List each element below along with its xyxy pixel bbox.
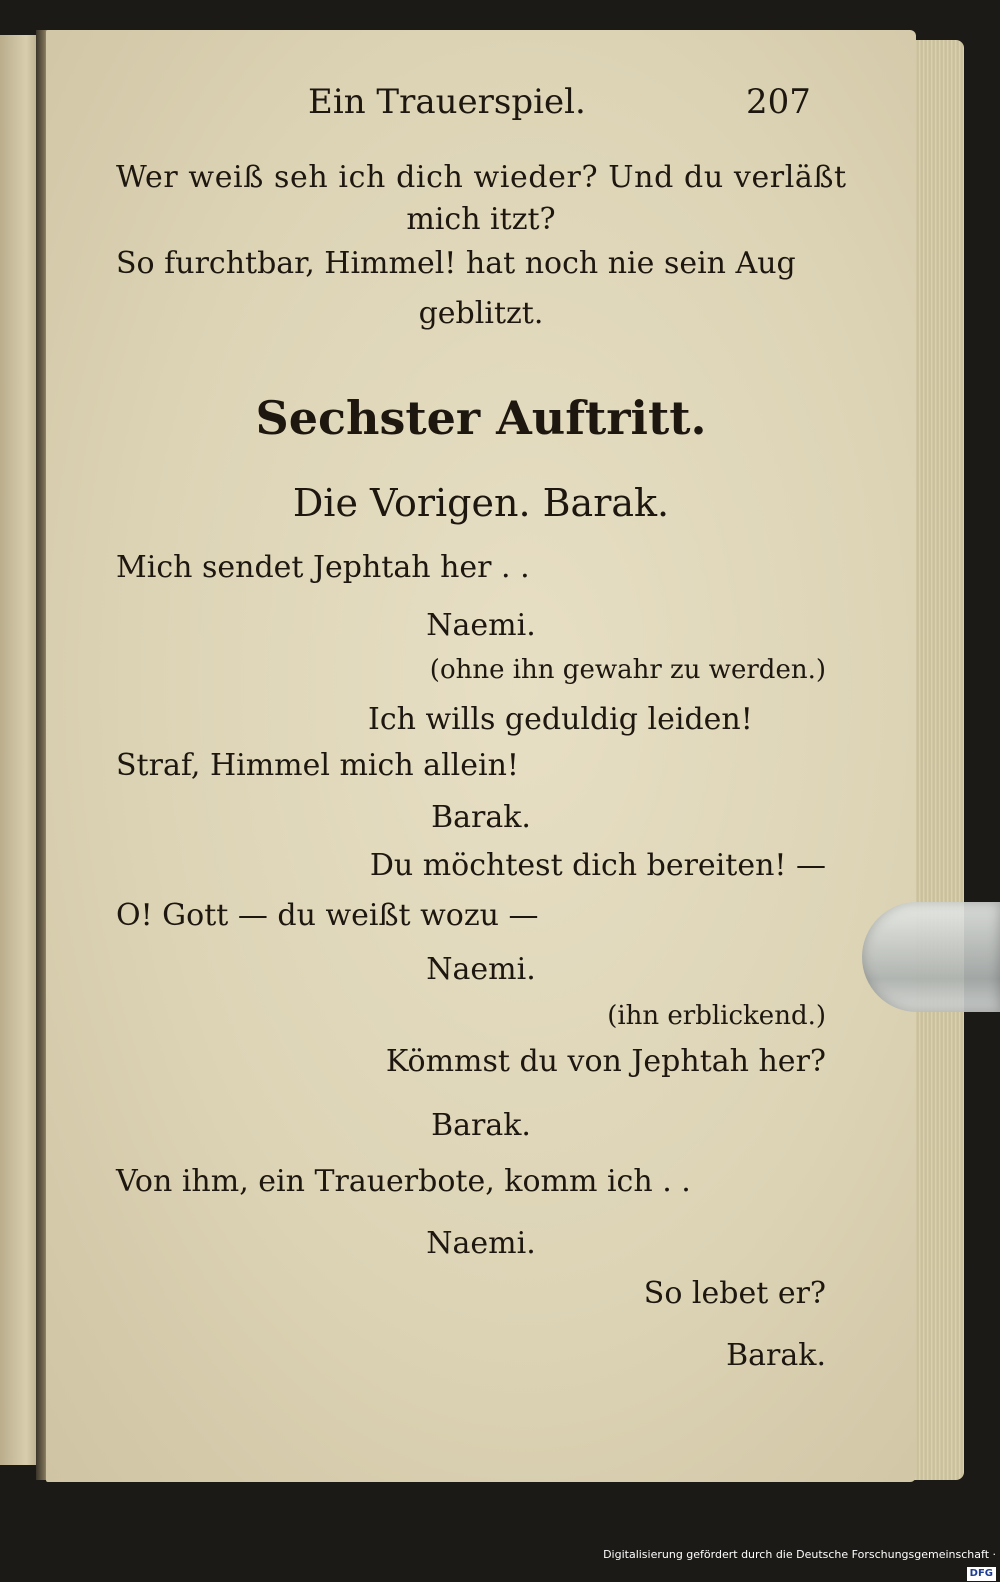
catchword: Barak. (726, 1338, 826, 1373)
speaker-name: Naemi. (426, 608, 536, 643)
speaker-name: Naemi. (426, 1226, 536, 1261)
page-edges (912, 40, 964, 1480)
stage-direction: (ohne ihn gewahr zu werden.) (429, 655, 826, 685)
credit-text: Digitalisierung gefördert durch die Deutsche Forschungsgemeinschaft · (603, 1548, 996, 1561)
speaker-name: Barak. (431, 800, 531, 835)
dfg-logo: DFG (967, 1567, 996, 1581)
verse-line: mich itzt? (406, 202, 556, 237)
verse-line: Mich sendet Jephtah her . . (116, 550, 530, 585)
stage-direction: (ihn erblickend.) (607, 1001, 826, 1031)
speaker-name: Naemi. (426, 952, 536, 987)
verse-line: O! Gott — du weißt wozu — (116, 898, 539, 933)
verse-line: Wer weiß seh ich dich wieder? Und du verläßt (116, 160, 847, 195)
verse-line: So lebet er? (643, 1276, 826, 1311)
verse-line: geblitzt. (418, 296, 544, 331)
scene-heading: Sechster Auftritt. (255, 391, 707, 445)
verse-line: Kömmst du von Jephtah her? (385, 1044, 826, 1079)
verse-line: Von ihm, ein Trauerbote, komm ich . . (116, 1164, 691, 1199)
page-number: 207 (746, 82, 811, 122)
verse-line: Du möchtest dich bereiten! — (369, 848, 826, 883)
digitization-credit (600, 1546, 1000, 1579)
speaker-name: Barak. (431, 1108, 531, 1143)
running-title: Ein Trauerspiel. (308, 82, 586, 122)
verse-line: Ich wills geduldig leiden! (368, 702, 753, 737)
verse-line: So furchtbar, Himmel! hat noch nie sein Aug (116, 246, 796, 281)
verse-line: Straf, Himmel mich allein! (116, 748, 519, 783)
scene-cast: Die Vorigen. Barak. (292, 481, 670, 525)
